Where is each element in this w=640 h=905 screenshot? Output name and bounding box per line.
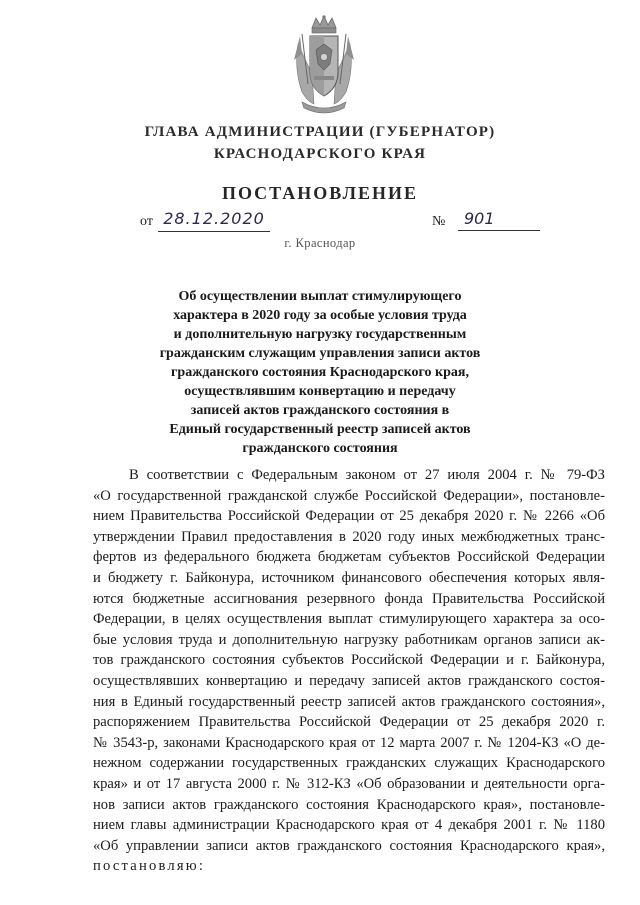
number-prefix: № [432, 214, 446, 229]
body-line: фертов из федерального бюджета бюджетам субъектов Российской Федерации [93, 549, 605, 566]
decree-body-paragraph [93, 465, 605, 877]
body-line: ются бюджетные ассигнования резервного фонда Правительства Российской [93, 590, 605, 607]
title-line: и дополнительную нагрузку государственным [173, 327, 467, 342]
body-line: нов записи актов гражданского состояния Краснодарского края», постановле- [93, 796, 605, 813]
body-line: «Об управлении записи актов гражданского состояния Краснодарского края», [93, 837, 605, 854]
decree-title [150, 287, 490, 458]
title-line: осуществлявшим конвертацию и передачу [184, 384, 456, 399]
title-line: гражданского состояния [242, 441, 398, 456]
date-prefix: от [140, 214, 153, 229]
title-line: гражданским служащим управления записи актов [159, 346, 481, 361]
coat-of-arms-emblem [290, 14, 358, 116]
body-line: ния в Единый государственный реестр записей актов гражданского состояния», [93, 693, 605, 710]
city-label: г. Краснодар [284, 236, 356, 250]
authority-title-line-2: КРАСНОДАРСКОГО КРАЯ [213, 146, 427, 162]
title-line: Об осуществлении выплат стимулирующего [178, 289, 462, 304]
body-line: «О государственной гражданской службе Российской Федерации», постановле- [93, 487, 605, 504]
title-line: записей актов гражданского состояния в [190, 403, 450, 418]
body-line: и бюджету г. Байконура, источником финансового обеспечения которых явля- [93, 569, 605, 586]
body-line: нежном содержании государственных гражданских служащих Краснодарского [93, 755, 605, 772]
body-line: нием главы администрации Краснодарского края от 4 декабря 2001 г. № 1180 [93, 817, 605, 834]
body-line: распоряжением Правительства Российской Федерации от 25 декабря 2020 г. [93, 714, 605, 731]
body-line: Федерации, в целях осуществления выплат стимулирующего характера за осо- [93, 611, 605, 628]
title-line: характера в 2020 году за особые условия труда [173, 308, 467, 323]
body-line: тов гражданского состояния субъектов Российской Федерации и г. Байконура, [93, 652, 605, 669]
date-handwritten: 28.12.2020 [158, 209, 270, 232]
coat-of-arms-icon [290, 14, 358, 116]
body-line-closing: постановляю: [93, 858, 206, 875]
title-line: гражданского состояния Краснодарского края, [171, 365, 469, 380]
date-number-row [140, 209, 540, 235]
title-line: Единый государственный реестр записей актов [169, 422, 471, 437]
body-line: нием Правительства Российской Федерации от 25 декабря 2020 г. № 2266 «Об [93, 508, 605, 525]
body-line: края» и от 17 августа 2000 г. № 312-КЗ «Об образовании и деятельности орга- [93, 775, 605, 792]
body-line: № 3543-р, законами Краснодарского края от 12 марта 2007 г. № 1204-КЗ «О де- [93, 734, 605, 751]
body-line: осуществлявших конвертацию и передачу записей актов гражданского состоя- [93, 672, 605, 689]
number-handwritten: 901 [458, 209, 540, 231]
body-line: бые условия труда и дополнительную нагрузку работникам органов записи ак- [93, 631, 605, 648]
body-line: утверждении Правил предоставления в 2020 году иных межбюджетных транс- [93, 528, 605, 545]
document-type-heading: ПОСТАНОВЛЕНИЕ [221, 183, 419, 203]
authority-title-line-1: ГЛАВА АДМИНИСТРАЦИИ (ГУБЕРНАТОР) [144, 124, 496, 140]
body-line: В соответствии с Федеральным законом от 27 июля 2004 г. № 79-ФЗ [129, 467, 605, 483]
